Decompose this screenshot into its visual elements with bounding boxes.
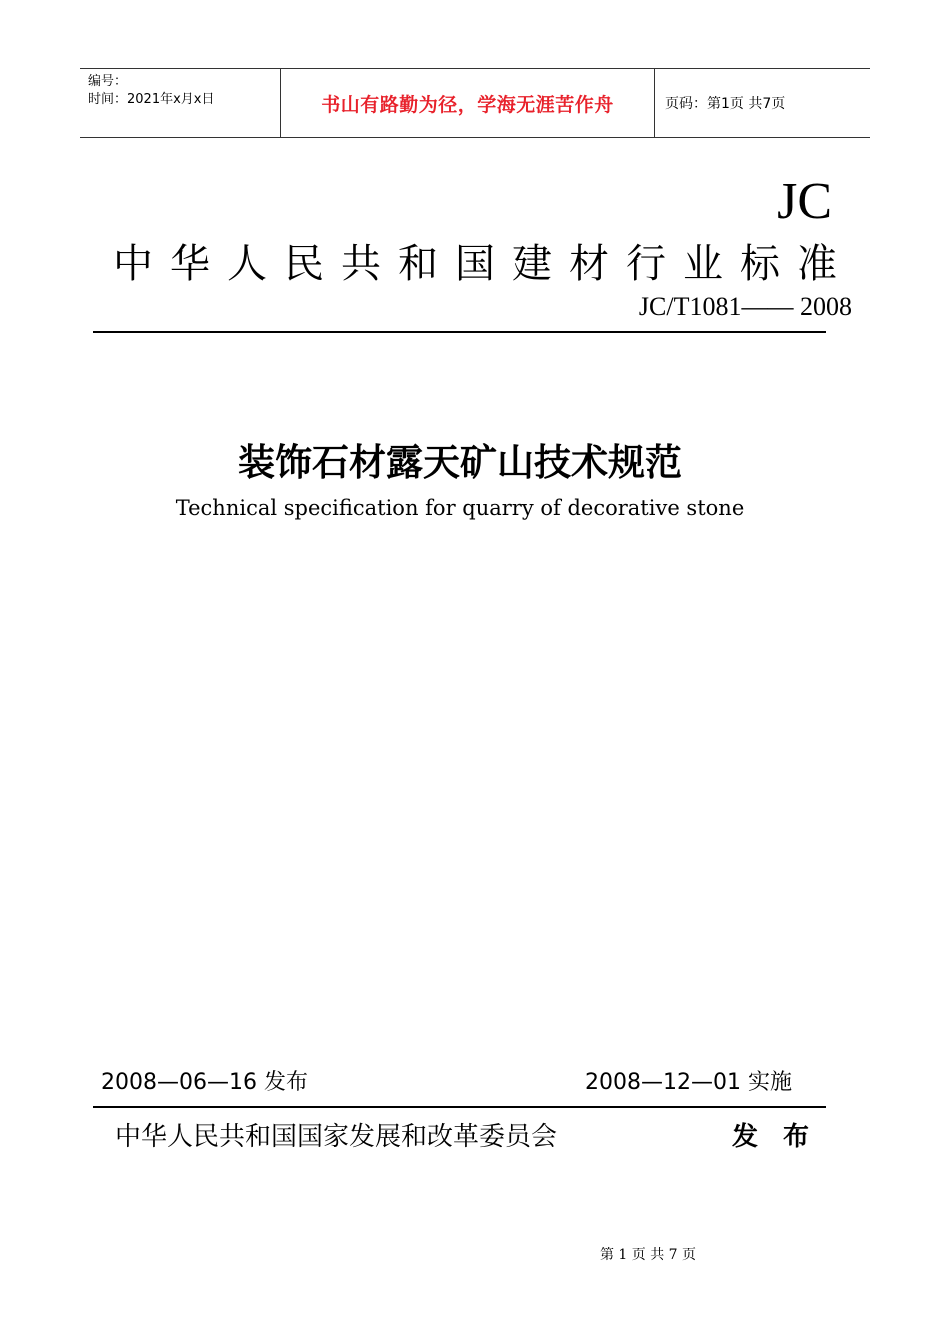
header-table	[80, 68, 870, 138]
publish-label: 发 布	[732, 1122, 818, 1152]
serial-label: 编号：	[88, 74, 128, 89]
document-subtitle-en: Technical specification for quarry of decorative stone	[175, 496, 745, 520]
publisher: 中华人民共和国国家发展和改革委员会	[115, 1122, 558, 1152]
standard-category-char: 标	[740, 241, 780, 287]
top-divider	[93, 331, 826, 333]
standard-category-char: 准	[797, 241, 837, 287]
implement-date: 2008—12—01 实施	[585, 1070, 792, 1095]
standard-category-char: 民	[284, 241, 324, 287]
time-label: 时间：2021年x月x日	[88, 92, 215, 107]
standard-category-char: 人	[227, 241, 267, 287]
standard-category-title	[113, 236, 837, 292]
document-title: 装饰石材露天矿山技术规范	[238, 441, 682, 484]
issue-date: 2008—06—16 发布	[101, 1070, 308, 1095]
standard-number: JC/T1081—— 2008	[638, 292, 852, 321]
footer-page-number: 第 1 页 共 7 页	[599, 1247, 697, 1263]
standard-category-char: 建	[512, 241, 552, 287]
motto-text: 书山有路勤为径，学海无涯苦作舟	[321, 93, 614, 116]
page-info: 页码：第1页 共7页	[665, 96, 786, 112]
standard-category-char: 国	[455, 241, 495, 287]
header-motto-cell	[281, 69, 655, 137]
header-meta-cell	[80, 69, 281, 137]
jc-mark: JC	[777, 173, 832, 230]
standard-category-char: 行	[626, 241, 666, 287]
bottom-divider	[93, 1106, 826, 1108]
standard-category-char: 材	[569, 241, 609, 287]
header-page-cell	[655, 69, 870, 137]
standard-category-char: 共	[341, 241, 381, 287]
standard-category-char: 中	[113, 241, 153, 287]
standard-category-char: 业	[683, 241, 723, 287]
standard-category-char: 和	[398, 241, 438, 287]
standard-category-char: 华	[170, 241, 210, 287]
